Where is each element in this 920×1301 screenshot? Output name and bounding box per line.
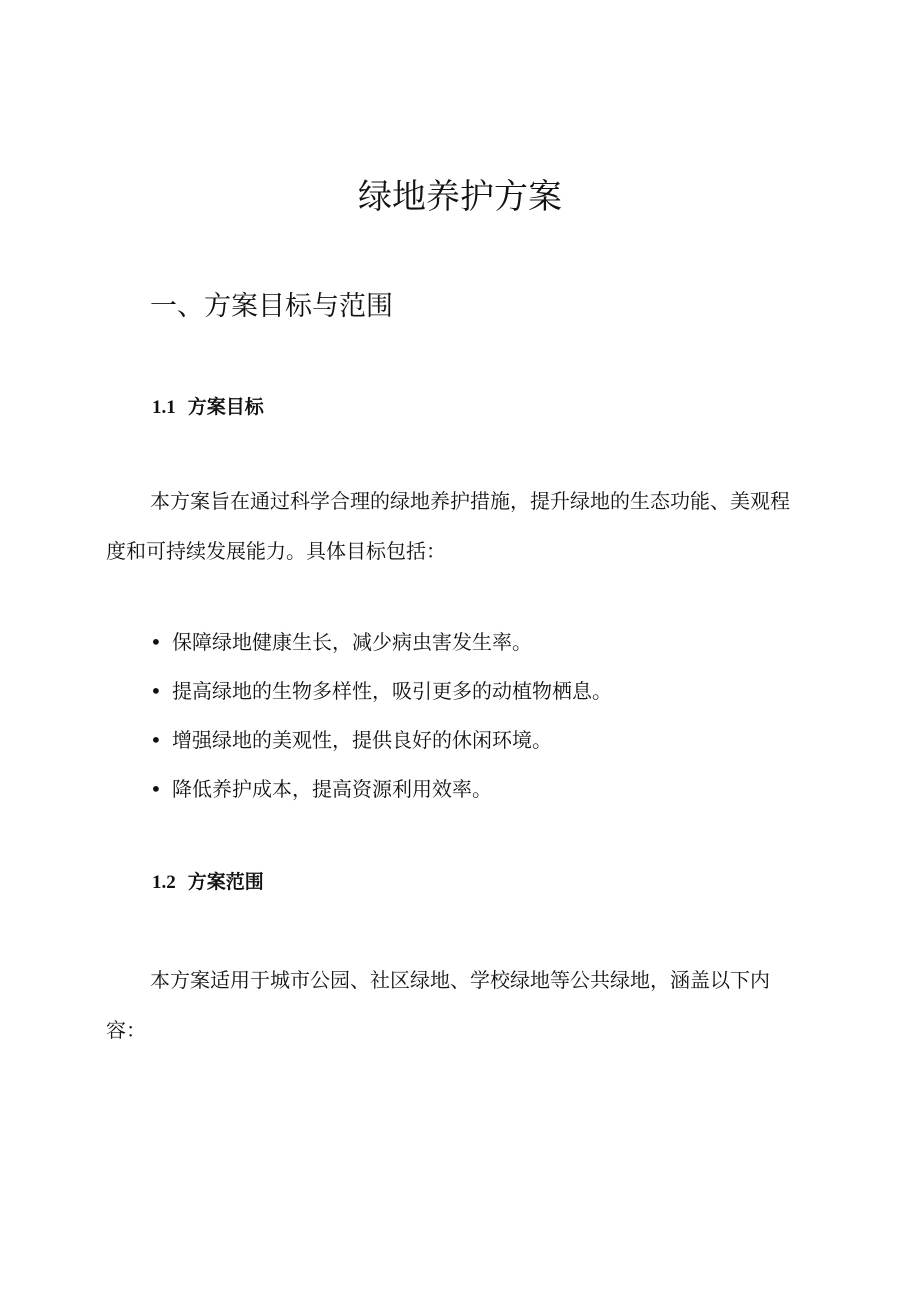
subsection-title: 方案范围 (187, 871, 264, 893)
document-title: 绿地养护方案 (358, 177, 562, 217)
subsection-heading-1-1 (152, 392, 264, 423)
subsection-heading-1-2 (152, 867, 264, 898)
bullet-icon: • (150, 679, 162, 703)
bullet-icon: • (150, 728, 162, 752)
bullet-icon: • (150, 630, 162, 654)
subsection-number: 1.2 (152, 872, 176, 893)
list-item-text: 提高绿地的生物多样性，吸引更多的动植物栖息。 (172, 679, 612, 703)
scope-paragraph: 本方案适用于城市公园、社区绿地、学校绿地等公共绿地，涵盖以下内容： (106, 968, 770, 1042)
list-item (150, 620, 612, 669)
list-item-text: 降低养护成本，提高资源利用效率。 (172, 777, 492, 801)
list-item (150, 767, 612, 816)
bullet-icon: • (150, 777, 162, 801)
list-item-text: 增强绿地的美观性，提供良好的休闲环境。 (172, 728, 552, 752)
list-item (150, 669, 612, 718)
subsection-number: 1.1 (152, 397, 176, 418)
section-heading-1: 一、方案目标与范围 (150, 291, 393, 322)
goals-paragraph: 本方案旨在通过科学合理的绿地养护措施，提升绿地的生态功能、美观程度和可持续发展能力。具体目标包括： (106, 489, 790, 563)
list-item (150, 718, 612, 767)
goals-list (150, 620, 612, 816)
list-item-text: 保障绿地健康生长，减少病虫害发生率。 (172, 630, 532, 654)
subsection-title: 方案目标 (187, 396, 264, 418)
